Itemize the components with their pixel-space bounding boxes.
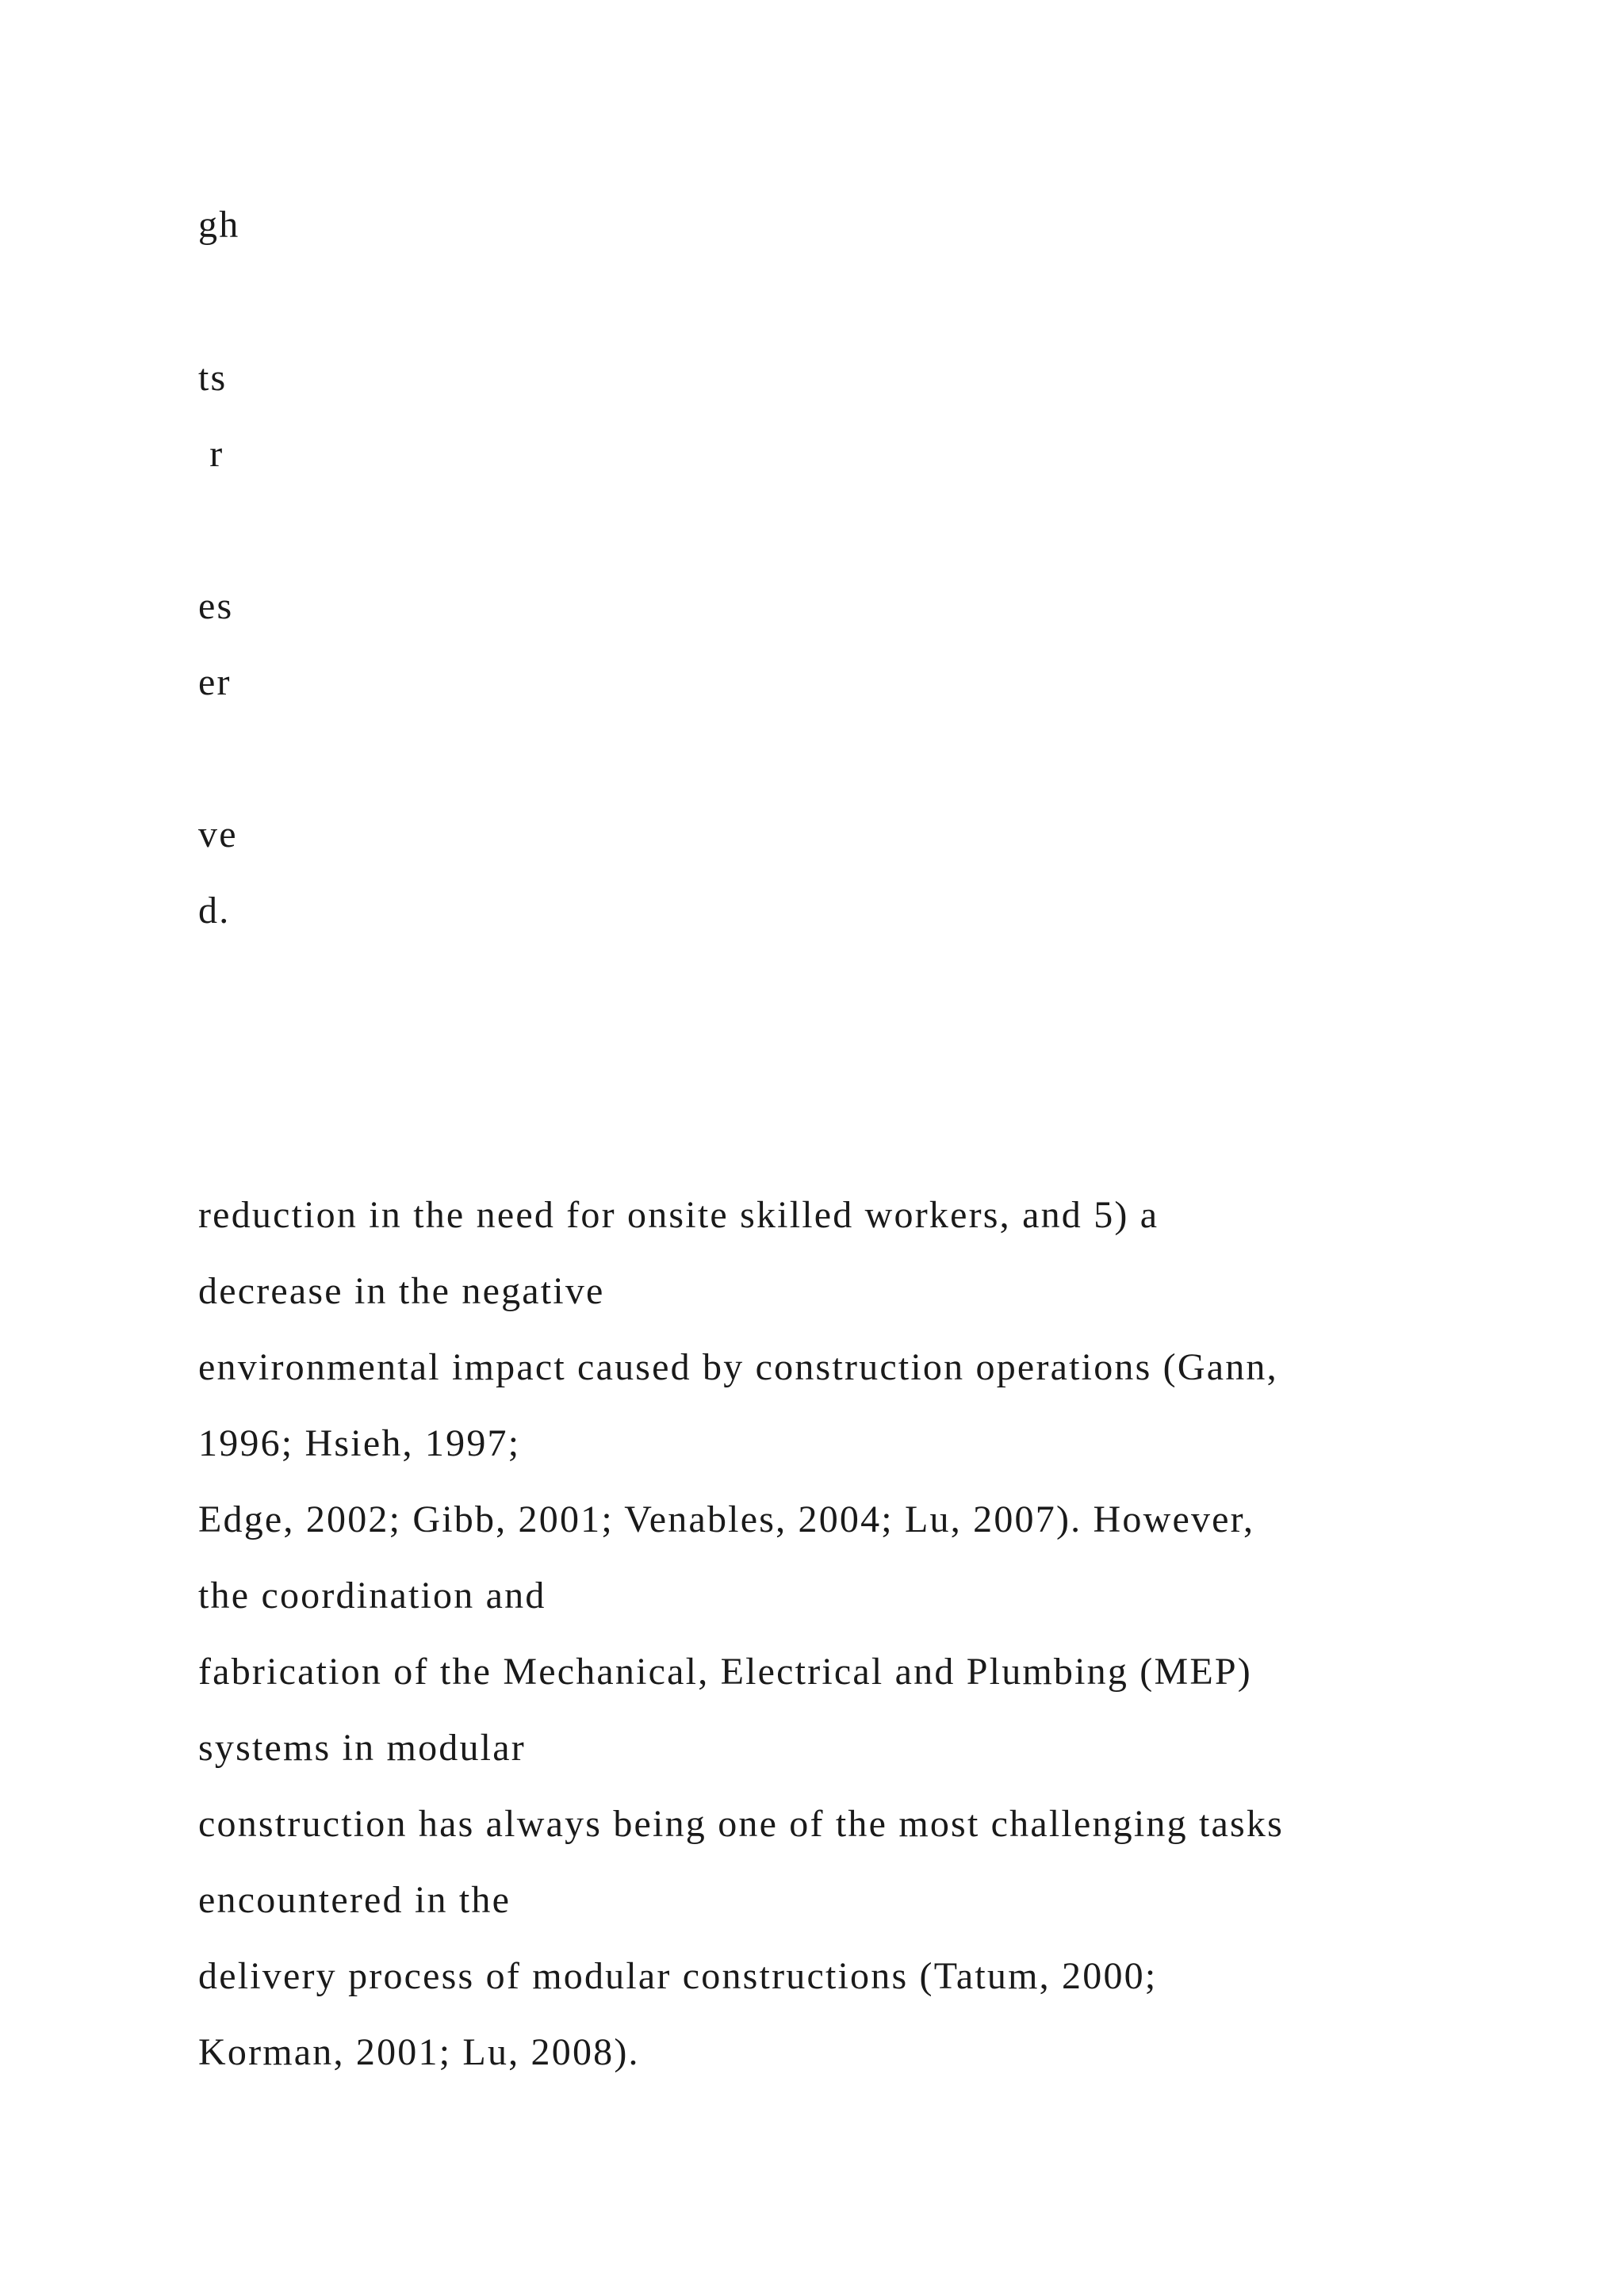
- paragraph-line: reduction in the need for onsite skilled workers, and 5) a: [198, 1194, 1159, 1236]
- paragraph-line: systems in modular: [198, 1727, 526, 1769]
- fragment-line: d.: [198, 890, 231, 932]
- paragraph-line: 1996; Hsieh, 1997;: [198, 1422, 521, 1464]
- paragraph-line: delivery process of modular constructions (Tatum, 2000;: [198, 1955, 1158, 1997]
- paragraph-line: environmental impact caused by construction operations (Gann,: [198, 1346, 1278, 1388]
- paragraph-line: encountered in the: [198, 1879, 511, 1921]
- paragraph-line: construction has always being one of the most challenging tasks: [198, 1803, 1284, 1845]
- fragment-line: r: [198, 433, 224, 475]
- fragment-line: er: [198, 661, 232, 703]
- paragraph-line: Korman, 2001; Lu, 2008).: [198, 2031, 640, 2073]
- fragment-line: ve: [198, 813, 238, 855]
- paragraph-line: the coordination and: [198, 1575, 546, 1617]
- fragment-line: ts: [198, 357, 228, 399]
- paragraph-line: fabrication of the Mechanical, Electrical and Plumbing (MEP): [198, 1651, 1252, 1693]
- fragment-line: es: [198, 585, 234, 627]
- paragraph-line: Edge, 2002; Gibb, 2001; Venables, 2004; Lu, 2007). However,: [198, 1498, 1255, 1540]
- fragment-line: gh: [198, 204, 240, 246]
- paragraph-line: decrease in the negative: [198, 1270, 605, 1312]
